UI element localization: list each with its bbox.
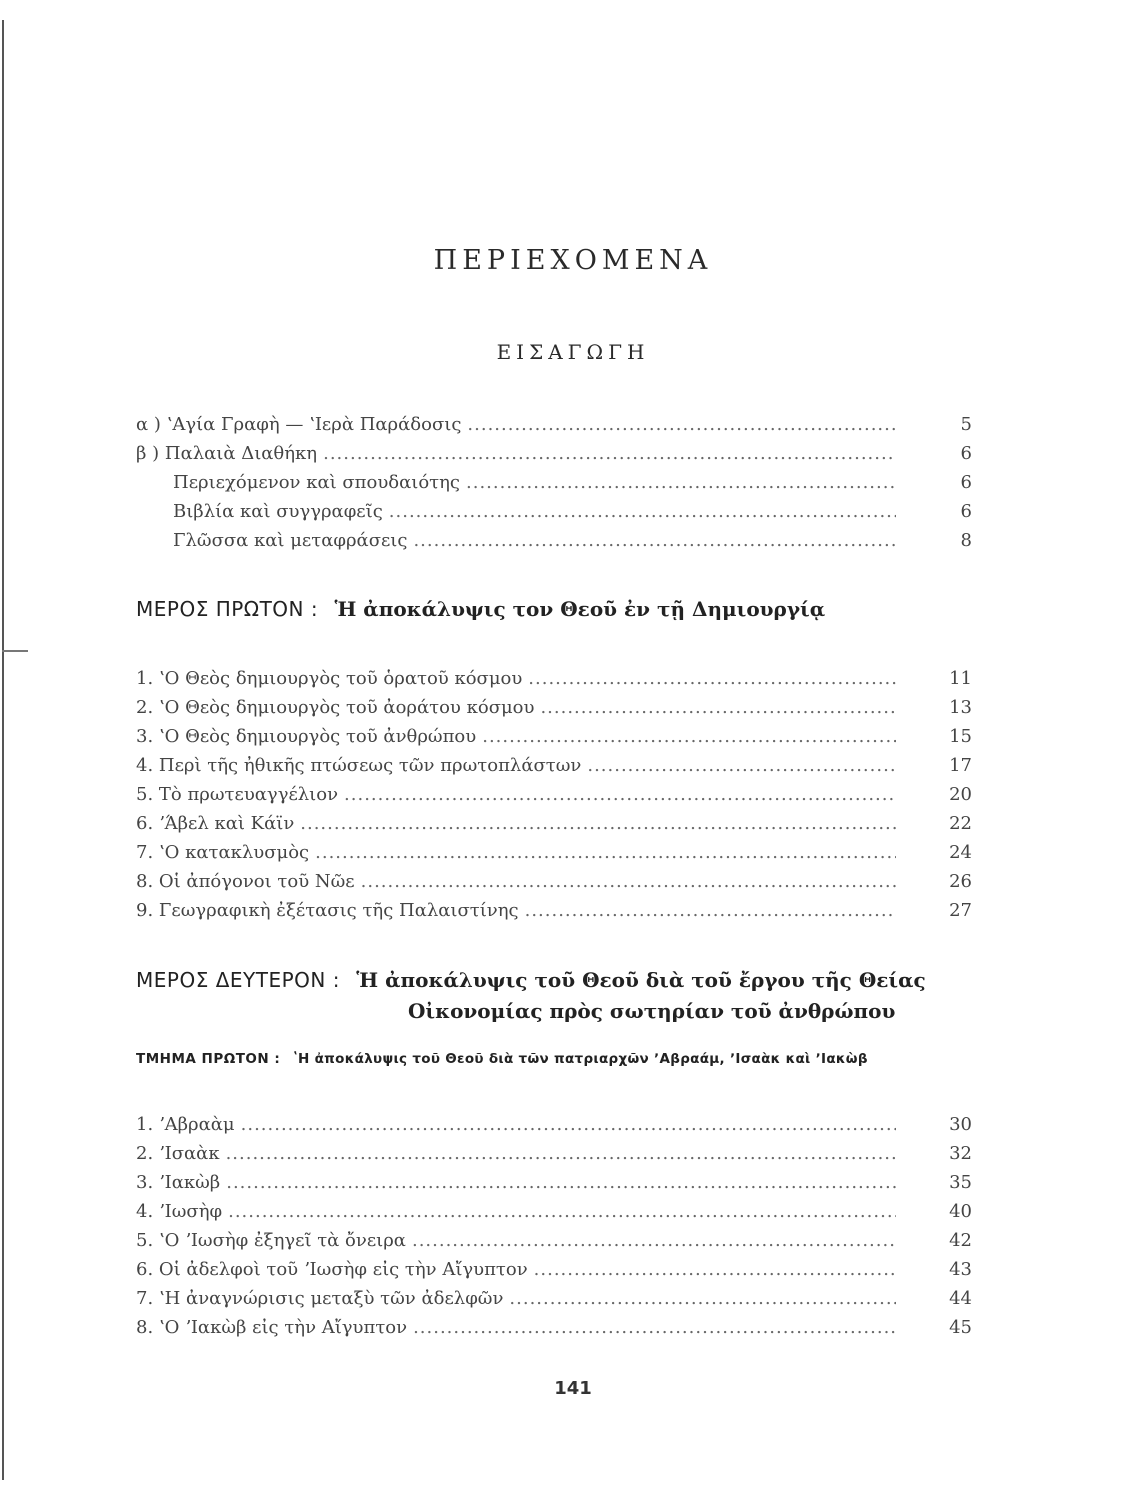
leader-dots (412, 1226, 896, 1255)
toc-entry (136, 751, 972, 780)
toc-entry (136, 1139, 972, 1168)
toc-entry-page: 45 (949, 1317, 972, 1338)
toc-entry (136, 722, 972, 751)
toc-entry-page: 30 (949, 1114, 972, 1135)
leader-dots (315, 838, 896, 867)
leader-dots (389, 497, 896, 526)
toc-entry-label: 5. ʽΟ ʼΙωσὴφ ἐξηγεῖ τὰ ὄνειρα (136, 1230, 406, 1251)
toc-entry-label: β ) Παλαιὰ Διαθήκη (136, 443, 318, 464)
toc-entry-page: 6 (960, 501, 972, 522)
toc-entry-label: 2. ʼΙσαὰκ (136, 1143, 220, 1164)
section-one-description: ʽΗ ἀποκάλυψις τοῦ Θεοῦ διὰ τῶν πατριαρχῶν ʼΑβραάμ, ʼΙσαὰκ καὶ ʼΙακὼβ (292, 1051, 868, 1067)
toc-entry (136, 1168, 972, 1197)
toc-entry-page: 17 (949, 755, 972, 776)
toc-entry-label: Βιβλία καὶ συγγραφεῖς (173, 501, 383, 522)
leader-dots (344, 780, 896, 809)
section-one-name: ΤΜΗΜΑ ΠΡΩΤΟΝ : (136, 1051, 281, 1067)
toc-entry-page: 5 (960, 414, 972, 435)
leader-dots (413, 526, 896, 555)
part-two-name: ΜΕΡΟΣ ΔΕΥΤΕΡΟΝ : (136, 968, 340, 992)
section-one-heading (136, 1051, 976, 1067)
part-two-description-line1: Ἡ ἀποκάλυψις τοῦ Θεοῦ διὰ τοῦ ἔργου τῆς Θείας (356, 968, 926, 992)
leader-dots (482, 722, 896, 751)
toc-entry (136, 1313, 972, 1342)
toc-entry-label: 7. ʽΗ ἀναγνώρισις μεταξὺ τῶν ἀδελφῶν (136, 1288, 504, 1309)
part-two-heading (136, 965, 966, 1027)
toc-entry-label: 9. Γεωγραφικὴ ἐξέτασις τῆς Παλαιστίνης (136, 900, 519, 921)
part-one-description: Ἡ ἀποκάλυψις τον Θεοῦ ἐν τῇ Δημιουργίᾳ (334, 597, 826, 621)
toc-entry-label: 5. Τὸ πρωτευαγγέλιον (136, 784, 339, 805)
toc-entry (136, 838, 972, 867)
toc-entry-page: 6 (960, 443, 972, 464)
toc-entry-label: 6. ʼΆβελ καὶ Κάϊν (136, 813, 295, 834)
toc-entry (136, 410, 972, 439)
toc-entry (136, 896, 972, 925)
toc-entry-page: 20 (949, 784, 972, 805)
toc-entry (136, 1255, 972, 1284)
page-title: ΠΕΡΙΕΧΟΜΕΝΑ (433, 245, 713, 276)
leader-dots (467, 410, 896, 439)
toc-entry-label: 1. ʼΑβραὰμ (136, 1114, 235, 1135)
leader-dots (413, 1313, 896, 1342)
toc-entry-page: 15 (949, 726, 972, 747)
part-one-toc (136, 664, 972, 925)
leader-dots (226, 1168, 896, 1197)
toc-entry-label: 3. ʽΟ Θεὸς δημιουργὸς τοῦ ἀνθρώπου (136, 726, 477, 747)
page-edge-line (2, 20, 4, 1480)
toc-entry-label: 8. Οἱ ἀπόγονοι τοῦ Νῶε (136, 871, 355, 892)
toc-entry (136, 439, 972, 468)
toc-entry-label: 4. ʼΙωσὴφ (136, 1201, 223, 1222)
toc-entry-page: 11 (949, 668, 972, 689)
page-number: 141 (554, 1378, 592, 1399)
leader-dots (466, 468, 896, 497)
toc-entry (136, 526, 972, 555)
leader-dots (300, 809, 896, 838)
leader-dots (241, 1110, 896, 1139)
leader-dots (323, 439, 896, 468)
toc-entry-page: 32 (949, 1143, 972, 1164)
toc-entry-label: 1. ʽΟ Θεὸς δημιουργὸς τοῦ ὁρατοῦ κόσμου (136, 668, 523, 689)
toc-entry (136, 1197, 972, 1226)
part-one-name: ΜΕΡΟΣ ΠΡΩΤΟΝ : (136, 597, 319, 621)
toc-entry-page: 8 (960, 530, 972, 551)
introduction-toc (136, 410, 972, 555)
toc-entry-page: 43 (949, 1259, 972, 1280)
toc-entry-label: Περιεχόμενον καὶ σπουδαιότης (173, 472, 460, 493)
toc-entry (136, 867, 972, 896)
toc-entry-page: 27 (949, 900, 972, 921)
toc-entry-page: 24 (949, 842, 972, 863)
leader-dots (361, 867, 896, 896)
toc-entry (136, 1284, 972, 1313)
toc-entry (136, 809, 972, 838)
leader-dots (587, 751, 896, 780)
toc-entry-label: α ) ʽΑγία Γραφὴ — ʽΙερὰ Παράδοσις (136, 414, 462, 435)
part-one-heading (136, 597, 825, 621)
page-edge-mark (2, 650, 28, 652)
leader-dots (528, 664, 896, 693)
toc-entry (136, 1226, 972, 1255)
toc-entry-page: 6 (960, 472, 972, 493)
toc-entry (136, 468, 972, 497)
toc-entry-page: 44 (949, 1288, 972, 1309)
toc-entry (136, 693, 972, 722)
toc-entry-label: 3. ʼΙακὼβ (136, 1172, 221, 1193)
toc-entry-page: 40 (949, 1201, 972, 1222)
introduction-heading: ΕΙΣΑΓΩΓΗ (496, 340, 650, 364)
part-two-description-line2: Οἰκονομίας πρὸς σωτηρίαν τοῦ ἀνθρώπου (408, 999, 896, 1023)
toc-entry (136, 497, 972, 526)
part-two-toc (136, 1110, 972, 1342)
leader-dots (228, 1197, 896, 1226)
toc-entry-label: 7. ʽΟ κατακλυσμὸς (136, 842, 310, 863)
leader-dots (509, 1284, 896, 1313)
toc-entry-page: 26 (949, 871, 972, 892)
toc-entry-page: 35 (949, 1172, 972, 1193)
toc-entry-page: 13 (949, 697, 972, 718)
toc-entry-label: Γλῶσσα καὶ μεταφράσεις (173, 530, 408, 551)
toc-entry-page: 22 (949, 813, 972, 834)
leader-dots (534, 1255, 896, 1284)
toc-entry-label: 8. ʽΟ ʼΙακὼβ εἰς τὴν Αἴγυπτον (136, 1317, 408, 1338)
toc-entry-page: 42 (949, 1230, 972, 1251)
toc-entry (136, 780, 972, 809)
toc-entry (136, 1110, 972, 1139)
toc-entry-label: 2. ʽΟ Θεὸς δημιουργὸς τοῦ ἀοράτου κόσμου (136, 697, 535, 718)
leader-dots (226, 1139, 896, 1168)
toc-entry (136, 664, 972, 693)
leader-dots (525, 896, 896, 925)
toc-entry-label: 4. Περὶ τῆς ἠθικῆς πτώσεως τῶν πρωτοπλάστων (136, 755, 582, 776)
leader-dots (540, 693, 896, 722)
toc-entry-label: 6. Οἱ ἀδελφοὶ τοῦ ʼΙωσὴφ εἰς τὴν Αἴγυπτον (136, 1259, 528, 1280)
